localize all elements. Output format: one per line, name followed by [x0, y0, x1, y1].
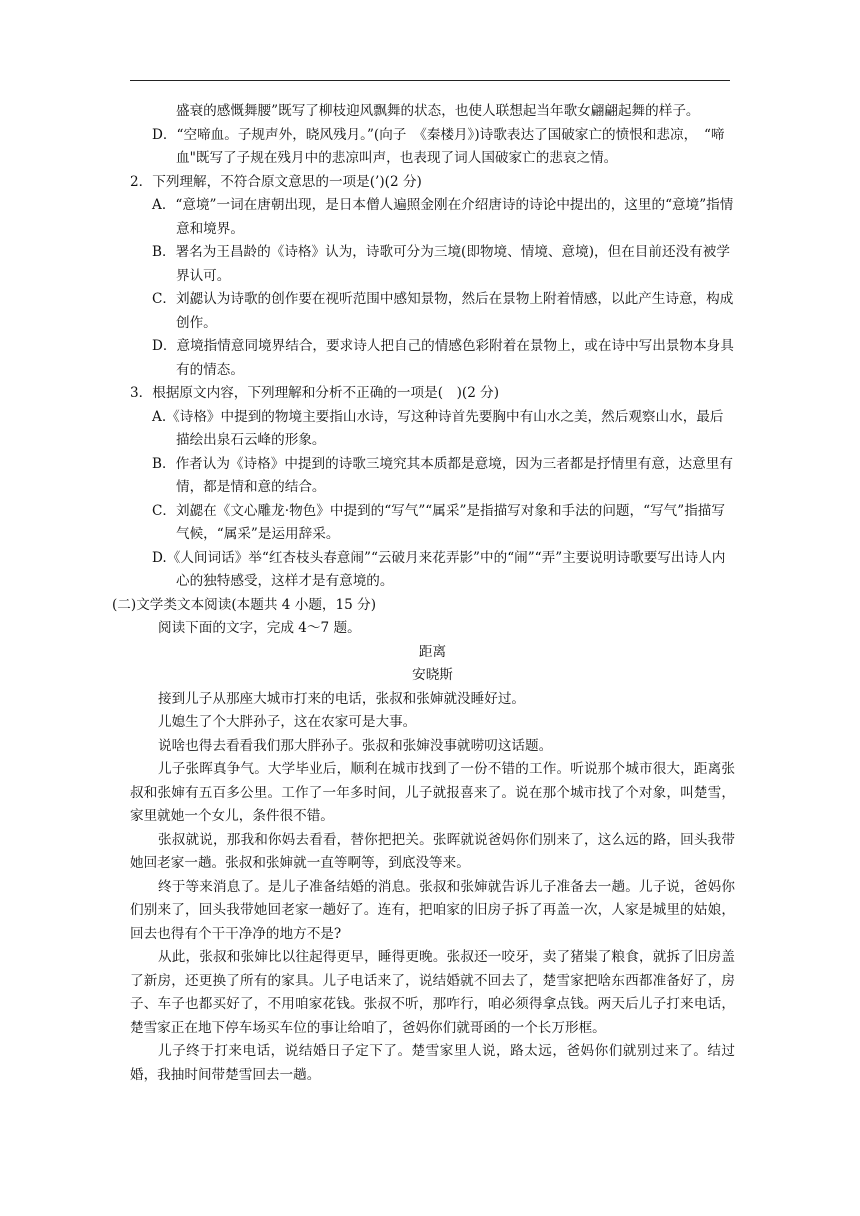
section-heading: (二)文学类文本阅读(本题共 4 小题，15 分)	[112, 596, 377, 613]
question-3-option-c: C．刘勰在《文心雕龙·物色》中提到的“写气”“属采”是指描写对象和手法的问题，“写气”指描写气候，“属采”是运用辞采。	[152, 502, 725, 542]
story-paragraph: 儿子终于打来电话，说结婚日子定下了。楚雪家里人说，路太远，爸妈你们就别过来了。结过婚，我抽时间带楚雪回去一趟。	[130, 1043, 735, 1083]
question-2-option-a: A．“意境”一词在唐朝出现，是日本僧人遍照金刚在介绍唐诗的诗论中提出的，这里的“意境”指情意和境界。	[152, 197, 734, 237]
option-d-previous: D．“空啼血。子规声外，晓风残月。”(向子 《秦楼月》)诗歌表达了国破家亡的愤恨和悲凉， “啼血"既写了子规在残月中的悲凉叫声，也表现了词人国破家亡的悲哀之情。	[152, 126, 725, 166]
story-paragraph: 儿媳生了个大胖孙子，这在农家可是大事。	[158, 714, 417, 730]
question-3-option-b: B．作者认为《诗格》中提到的诗歌三境究其本质都是意境，因为三者都是抒情里有意，达意里有情，都是情和意的结合。	[152, 455, 733, 495]
story-paragraph: 说啥也得去看看我们那大胖孙子。张叔和张婶没事就唠叨这话题。	[158, 737, 553, 754]
story-paragraph: 儿子张晖真争气。大学毕业后，顺利在城市找到了一份不错的工作。听说那个城市很大，距离张叔和张婶有五百多公里。工作了一年多时间，儿子就报喜来了。说在那个城市找了个对象，叫楚雪，家里就她一个女儿，条件很不错。	[130, 761, 735, 824]
question-3-option-a: A.《诗格》中提到的物境主要指山水诗，写这种诗首先要胸中有山水之美，然后观察山水，最后描绘出泉石云峰的形象。	[152, 408, 724, 448]
header-rule	[130, 80, 730, 81]
question-3-stem: 3．根据原文内容，下列理解和分析不正确的一项是( )(2 分)	[130, 385, 500, 401]
reading-instruction: 阅读下面的文字，完成 4～7 题。	[158, 620, 361, 636]
question-2-option-d: D．意境指情意同境界结合，要求诗人把自己的情感色彩附着在景物上，或在诗中写出景物本身具有的情态。	[152, 338, 734, 378]
question-2-option-c: C．刘勰认为诗歌的创作要在视听范围中感知景物，然后在景物上附着情感，以此产生诗意，构成创作。	[152, 291, 734, 331]
story-paragraph: 接到儿子从那座大城市打来的电话，张叔和张婶就没睡好过。	[158, 690, 526, 707]
document-page	[112, 100, 735, 1087]
story-author: 安晓斯	[412, 667, 453, 683]
story-paragraph: 张叔就说，那我和你妈去看看，替你把把关。张晖就说爸妈你们别来了，这么远的路，回头我带她回老家一趟。张叔和张婶就一直等啊等，到底没等来。	[130, 831, 735, 871]
story-paragraph: 终于等来消息了。是儿子准备结婚的消息。张叔和张婶就告诉儿子准备去一趟。儿子说，爸妈你们别来了，回头我带她回老家一趟好了。连有，把咱家的旧房子拆了再盖一次，人家是城里的姑娘，回去也得有个干干净净的地方不是?	[130, 878, 735, 942]
question-2-stem: 2．下列理解，不符合原文意思的一项是(’)(2 分)	[130, 173, 422, 190]
story-title: 距离	[418, 643, 447, 660]
question-2-option-b: B．署名为王昌龄的《诗格》认为，诗歌可分为三境(即物境、情境、意境)，但在目前还没有被学界认可。	[152, 244, 730, 284]
story-paragraph: 从此，张叔和张婶比以往起得更早，睡得更晚。张叔还一咬牙，卖了猪粜了粮食，就拆了旧房盖了新房，还更换了所有的家具。儿子电话来了，说结婚就不回去了，楚雪家把啥东西都准备好了，房子、车子也都买好了，不用咱家花钱。张叔不听，那咋行，咱必须得拿点钱。两天后儿子打来电话，楚雪家正在地下停车场买车位的事让给咱了，爸妈你们就哥函的一个长万形框。	[130, 949, 735, 1036]
option-c-continuation: 盛衰的感慨舞腰”既写了柳枝迎风飘舞的状态，也使人联想起当年歌女翩翩起舞的样子。	[176, 103, 700, 119]
question-3-option-d: D.《人间词话》举“红杏枝头春意闹”“云破月来花弄影”中的“闹”“弄”主要说明诗歌要写出诗人内心的独特感受，这样才是有意境的。	[152, 549, 726, 589]
